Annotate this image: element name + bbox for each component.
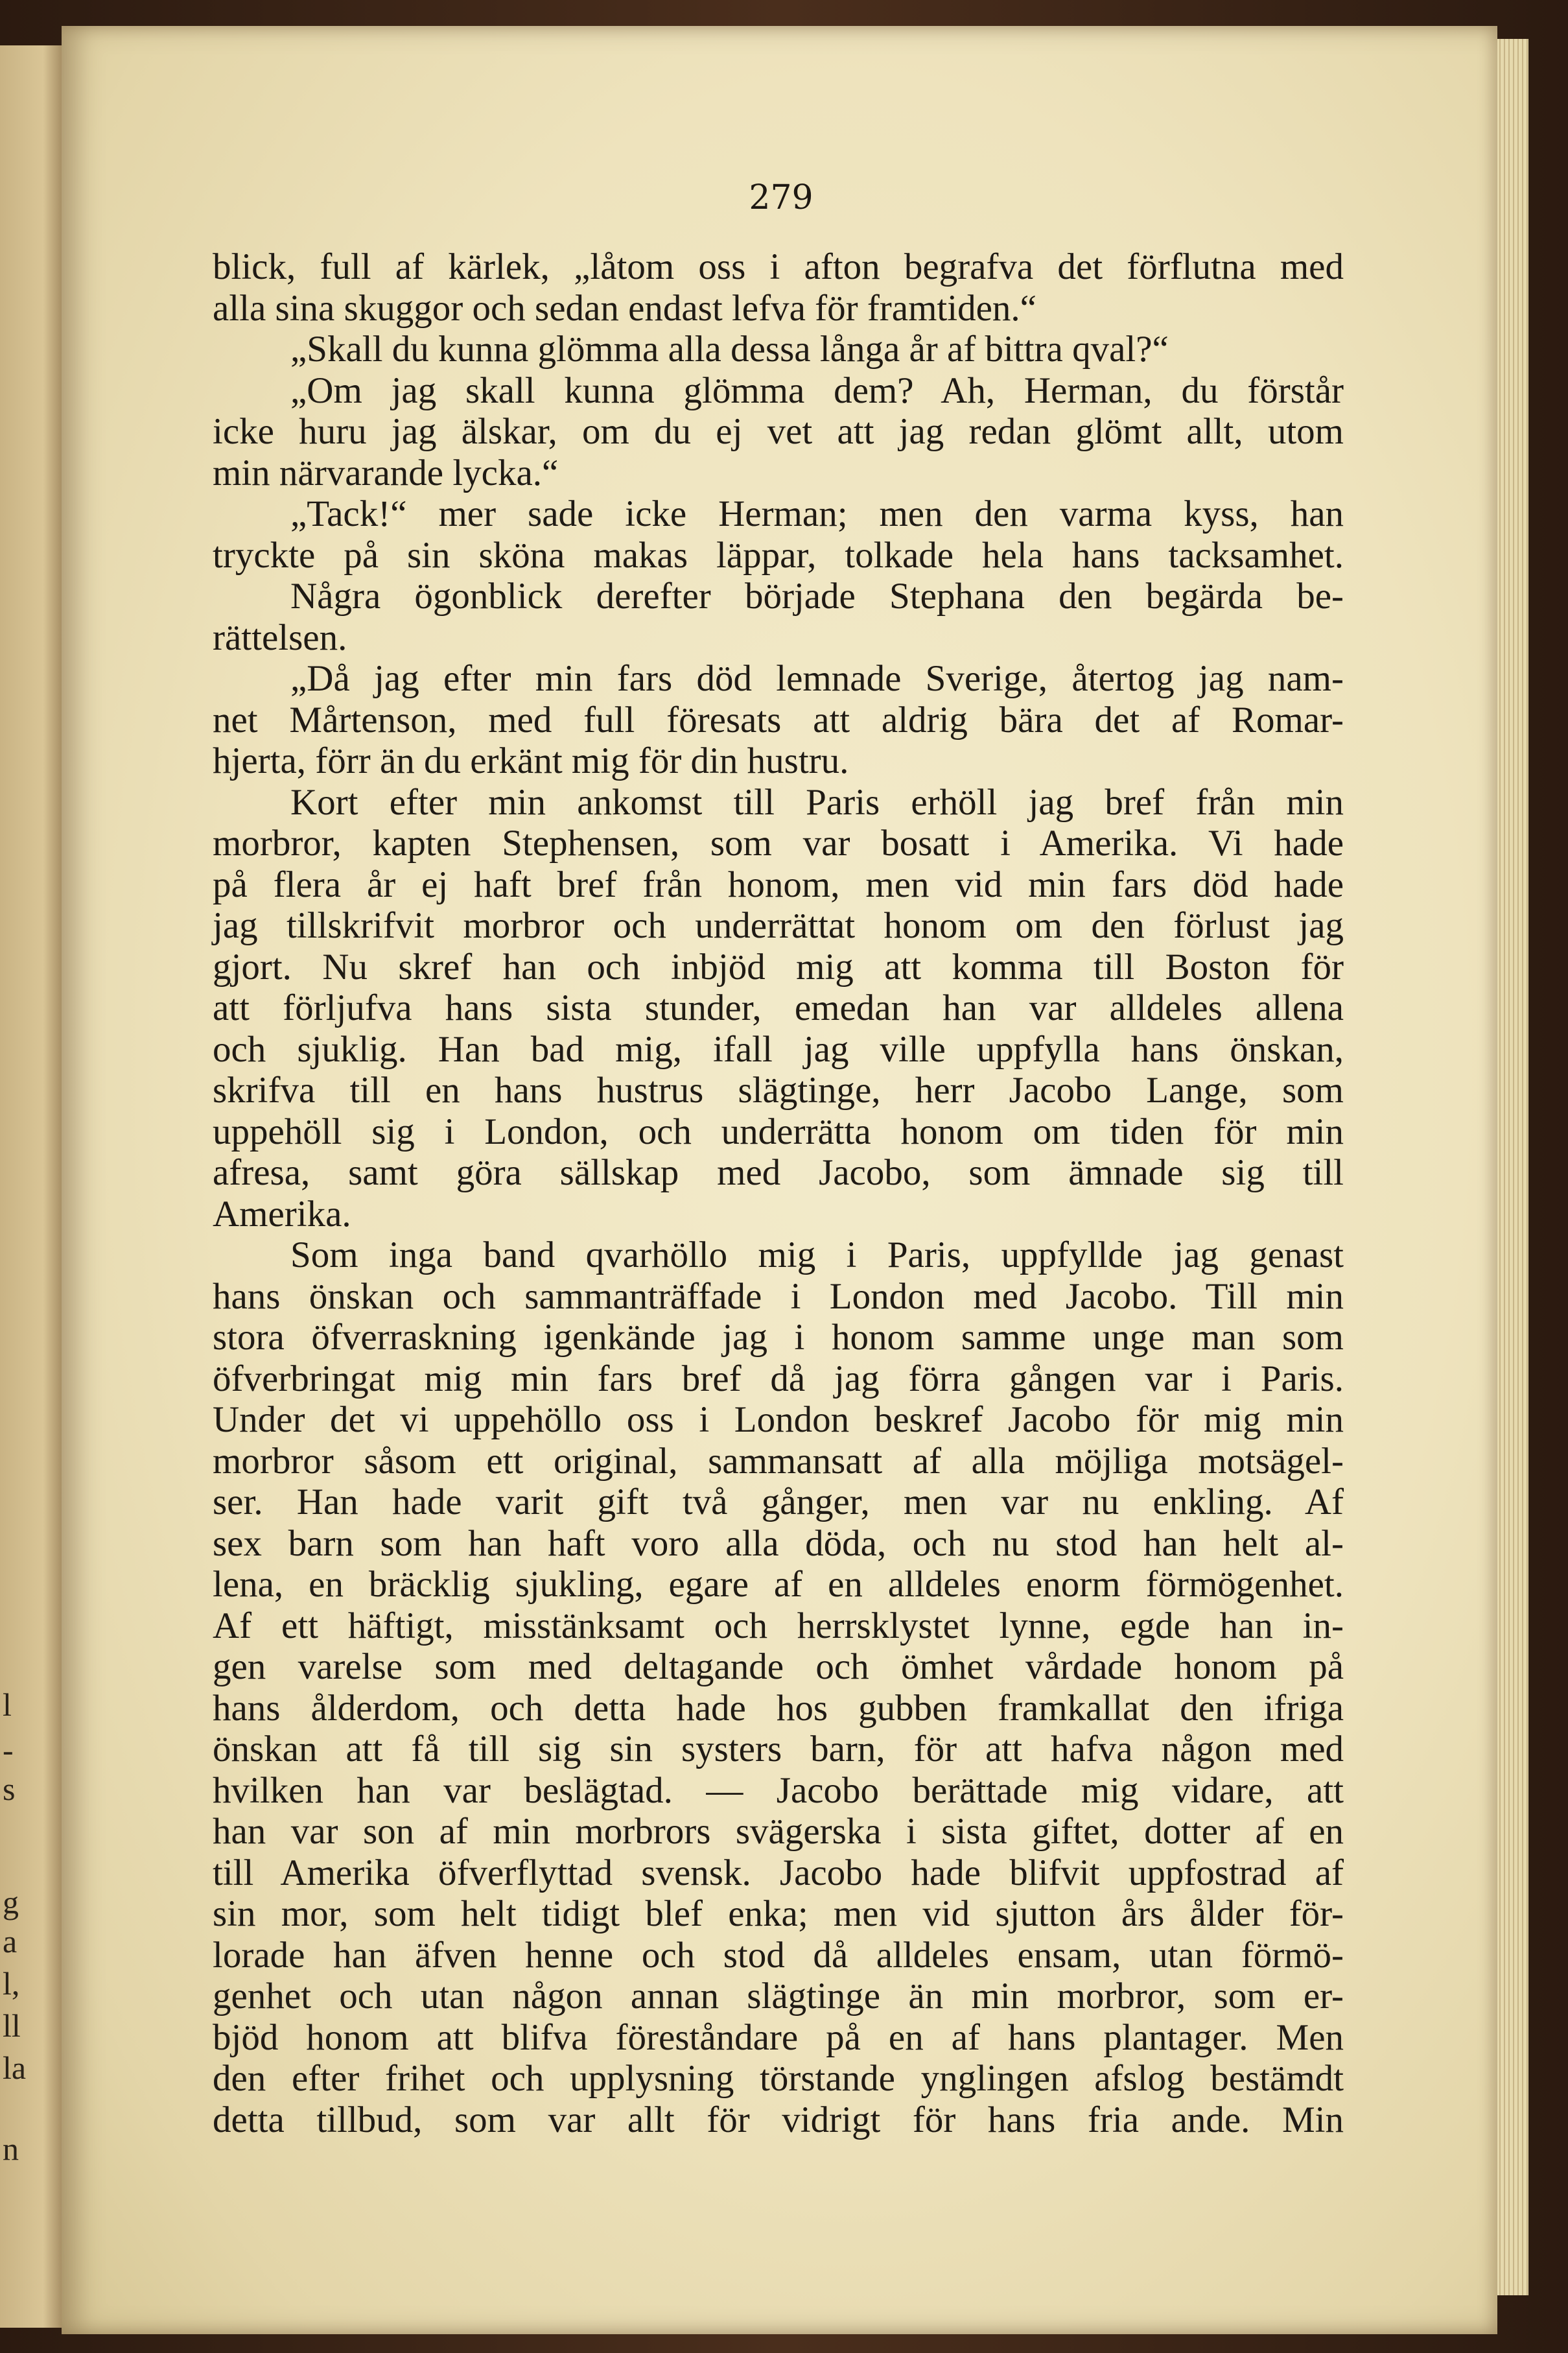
text-line: icke huru jag älskar, om du ej vet att jag redan glömt allt, utom <box>213 411 1344 452</box>
text-line: sin mor, som helt tidigt blef enka; men vid sjutton års ålder för- <box>213 1893 1344 1934</box>
text-line: ser. Han hade varit gift två gånger, men var nu enkling. Af <box>213 1482 1344 1522</box>
text-line: att förljufva hans sista stunder, emedan han var alldeles allena <box>213 987 1344 1028</box>
previous-page-edge <box>0 45 62 2328</box>
text-line: hjerta, förr än du erkänt mig för din hustru. <box>213 740 849 781</box>
margin-fragment: g <box>3 1884 19 1921</box>
text-line: stora öfverraskning igenkände jag i honom samme unge man som <box>213 1317 1344 1358</box>
text-line: morbror, kapten Stephensen, som var bosatt i Amerika. Vi hade <box>213 823 1344 864</box>
text-line: lena, en bräcklig sjukling, egare af en alldeles enorm förmögenhet. <box>213 1564 1344 1605</box>
text-line: sex barn som han haft voro alla döda, och nu stod han helt al- <box>213 1522 1344 1564</box>
text-line: Amerika. <box>213 1193 351 1235</box>
text-line: afresa, samt göra sällskap med Jacobo, som ämnade sig till <box>213 1152 1344 1193</box>
text-line: lorade han äfven henne och stod då alldeles ensam, utan förmö- <box>213 1934 1344 1976</box>
margin-fragment: - <box>3 1732 14 1768</box>
text-line: gjort. Nu skref han och inbjöd mig att komma till Boston för <box>213 946 1344 987</box>
text-line: han var son af min morbrors svägerska i sista giftet, dotter af en <box>213 1811 1344 1852</box>
margin-fragment: a <box>3 1923 18 1959</box>
text-line: Af ett häftigt, misstänksamt och herrsklystet lynne, egde han in- <box>213 1605 1344 1646</box>
text-line: genhet och utan någon annan slägtinge än min morbror, som er- <box>213 1976 1344 2016</box>
margin-fragment: la <box>3 2050 27 2086</box>
margin-fragment: l <box>3 1686 12 1723</box>
page <box>62 26 1497 2334</box>
text-line: bjöd honom att blifva föreståndare på en af hans plantager. Men <box>213 2016 1344 2058</box>
body-text <box>213 246 1344 2140</box>
text-line: skrifva till en hans hustrus slägtinge, herr Jacobo Lange, som <box>213 1070 1344 1111</box>
text-line: och sjuklig. Han bad mig, ifall jag ville uppfylla hans önskan, <box>213 1028 1344 1070</box>
text-line: rättelsen. <box>213 617 347 658</box>
text-line: „Skall du kunna glömma alla dessa långa år af bittra qval?“ <box>290 329 1169 370</box>
text-line: detta tillbud, som var allt för vidrigt för hans fria ande. Min <box>213 2099 1344 2140</box>
text-line: jag tillskrifvit morbror och underrättat honom om den förlust jag <box>213 905 1344 946</box>
text-line: „Om jag skall kunna glömma dem? Ah, Herman, du förstår <box>290 370 1344 411</box>
text-line: till Amerika öfverflyttad svensk. Jacobo hade blifvit uppfostrad af <box>213 1852 1344 1893</box>
text-line: Några ögonblick derefter började Stephana den begärda be- <box>290 576 1344 617</box>
text-line: den efter frihet och upplysning törstande ynglingen afslog bestämdt <box>213 2058 1344 2099</box>
text-line: hans önskan och sammanträffade i London med Jacobo. Till min <box>213 1275 1344 1317</box>
text-line: gen varelse som med deltagande och ömhet vårdade honom på <box>213 1646 1344 1687</box>
text-line: hvilken han var beslägtad. — Jacobo berättade mig vidare, att <box>213 1769 1344 1811</box>
text-line: min närvarande lycka.“ <box>213 452 559 493</box>
text-line: Kort efter min ankomst till Paris erhöll jag bref från min <box>290 781 1344 823</box>
text-line: på flera år ej haft bref från honom, men vid min fars död hade <box>213 864 1344 905</box>
text-line: uppehöll sig i London, och underrätta honom om tiden för min <box>213 1111 1344 1152</box>
text-line: önskan att få till sig sin systers barn, för att hafva någon med <box>213 1729 1344 1769</box>
text-line: Under det vi uppehöllo oss i London beskref Jacobo för mig min <box>213 1399 1344 1440</box>
text-line: Som inga band qvarhöllo mig i Paris, uppfyllde jag genast <box>290 1235 1344 1275</box>
margin-fragment: ll <box>3 2007 21 2044</box>
text-line: „Tack!“ mer sade icke Herman; men den varma kyss, han <box>290 493 1344 534</box>
text-line: tryckte på sin sköna makas läppar, tolkade hela hans tacksamhet. <box>213 534 1344 576</box>
text-line: öfverbringat mig min fars bref då jag förra gången var i Paris. <box>213 1358 1344 1399</box>
text-line: morbror såsom ett original, sammansatt af alla möjliga motsägel- <box>213 1440 1344 1482</box>
text-line: blick, full af kärlek, „låtom oss i afton begrafva det förflutna med <box>213 246 1344 287</box>
margin-fragment: s <box>3 1771 16 1807</box>
text-line: alla sina skuggor och sedan endast lefva för framtiden.“ <box>213 287 1036 329</box>
margin-fragment: n <box>3 2131 19 2167</box>
text-line: hans ålderdom, och detta hade hos gubben framkallat den ifriga <box>213 1687 1344 1729</box>
margin-fragment: l, <box>3 1965 20 2002</box>
text-line: „Då jag efter min fars död lemnade Sverige, återtog jag nam- <box>290 658 1344 699</box>
text-line: net Mårtenson, med full föresats att aldrig bära det af Romar- <box>213 699 1344 740</box>
page-number: 279 <box>749 178 813 217</box>
